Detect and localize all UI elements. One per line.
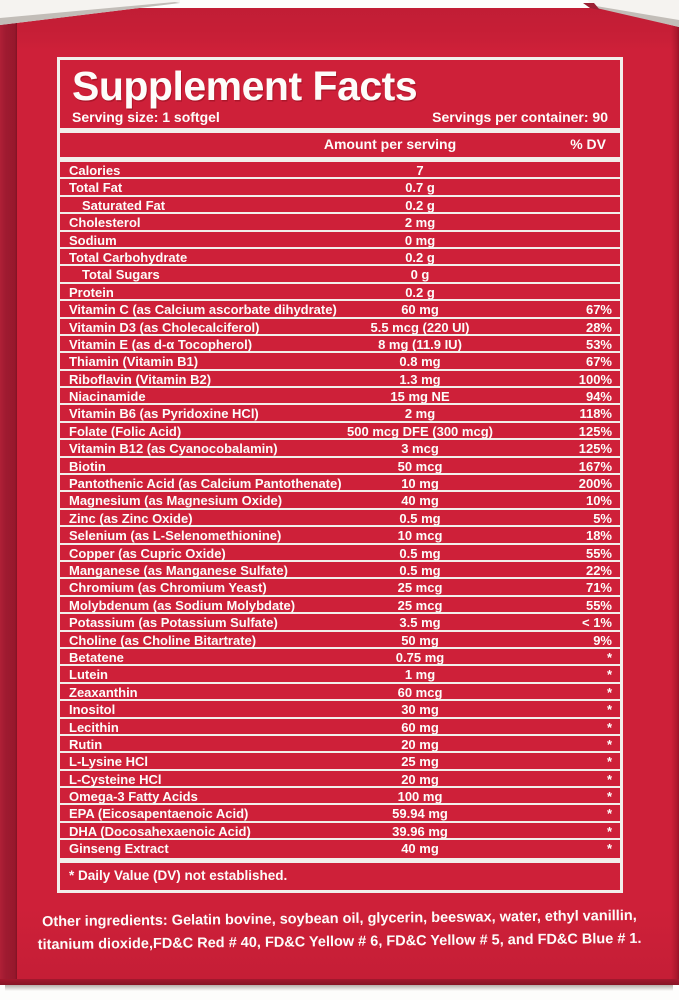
table-row (60, 319, 620, 336)
nutrient-name: Rutin (69, 736, 103, 752)
supplement-facts-panel (57, 57, 623, 893)
table-row (60, 666, 620, 683)
nutrient-name: Total Carbohydrate (69, 249, 188, 265)
nutrient-dv: 125% (578, 423, 612, 439)
nutrient-amount: 30 mg (401, 702, 439, 718)
nutrient-amount: 0.2 g (405, 284, 435, 300)
table-row (60, 266, 620, 283)
nutrient-amount: 20 mg (401, 736, 439, 752)
table-row (60, 371, 620, 388)
table-row (60, 458, 620, 475)
nutrient-name: Lutein (69, 667, 108, 683)
nutrient-amount: 39.96 mg (392, 823, 448, 839)
nutrient-name: Selenium (as L-Selenomethionine) (69, 528, 282, 544)
nutrient-amount: 25 mg (401, 754, 439, 770)
nutrient-name: Magnesium (as Magnesium Oxide) (69, 493, 283, 509)
nutrient-name: Biotin (69, 458, 106, 474)
table-row (60, 632, 620, 649)
panel-title: Supplement Facts (72, 63, 418, 109)
nutrient-name: Potassium (as Potassium Sulfate) (69, 615, 278, 631)
table-row (60, 597, 620, 614)
nutrient-amount: 500 mcg DFE (300 mcg) (347, 423, 493, 439)
nutrient-name: Copper (as Cupric Oxide) (69, 545, 226, 561)
nutrient-name: Vitamin B6 (as Pyridoxine HCl) (69, 406, 259, 422)
nutrient-amount: 0.8 mg (399, 354, 441, 370)
nutrient-dv: 5% (593, 510, 612, 526)
nutrient-amount: 2 mg (404, 406, 436, 422)
nutrient-name: Lecithin (69, 719, 119, 735)
table-row (60, 197, 620, 214)
nutrient-amount: 10 mg (401, 476, 439, 492)
table-row (60, 388, 620, 405)
table-row (60, 736, 620, 753)
nutrient-amount: 8 mg (11.9 IU) (378, 336, 462, 352)
nutrient-dv: * (606, 754, 612, 770)
box-left-edge (0, 8, 17, 985)
nutrient-name: Niacinamide (69, 389, 146, 405)
nutrient-name: Thiamin (Vitamin B1) (69, 354, 199, 370)
nutrient-amount: 0 mg (404, 232, 436, 248)
nutrient-name: Molybdenum (as Sodium Molybdate) (69, 597, 296, 613)
nutrient-name: Sodium (69, 232, 117, 248)
table-row (60, 336, 620, 353)
nutrient-amount: 50 mcg (397, 458, 443, 474)
nutrient-dv: * (606, 736, 612, 752)
table-row (60, 823, 620, 840)
nutrient-name: EPA (Eicosapentaenoic Acid) (69, 806, 249, 822)
nutrient-amount: 0.7 g (405, 180, 435, 196)
table-row (60, 405, 620, 422)
nutrient-dv: 67% (585, 354, 612, 370)
nutrient-amount: 0.2 g (405, 197, 435, 213)
nutrient-dv: * (606, 719, 612, 735)
nutrient-dv: 125% (578, 441, 612, 457)
nutrient-dv: 18% (585, 528, 612, 544)
nutrient-dv: * (606, 823, 612, 839)
box-drop-shadow (5, 985, 673, 991)
nutrient-name: Vitamin E (as d-α Tocopherol) (69, 336, 253, 352)
nutrient-dv: * (606, 684, 612, 700)
nutrient-amount: 25 mcg (397, 580, 443, 596)
table-row (60, 701, 620, 718)
table-row (60, 562, 620, 579)
nutrient-amount: 100 mg (397, 789, 443, 805)
box-right-edge (671, 8, 679, 985)
table-row (60, 423, 620, 440)
nutrient-amount: 59.94 mg (392, 806, 448, 822)
nutrient-dv: * (606, 806, 612, 822)
footnote-text: * Daily Value (DV) not established. (69, 868, 288, 884)
serving-info-row (60, 105, 620, 128)
nutrient-dv: * (606, 667, 612, 683)
nutrient-amount: 3 mcg (401, 441, 439, 457)
table-row (60, 301, 620, 318)
nutrient-amount: 2 mg (404, 215, 436, 231)
nutrient-dv: * (606, 649, 612, 665)
other-ingredients-text: Other ingredients: Gelatin bovine, soybean oil, glycerin, beeswax, water, ethyl vanillin, titanium dioxide,FD&C Red # 40, FD&C Yellow # 6, FD&C Yellow # 5, and FD&C Blue # 1. (37, 907, 642, 954)
nutrient-amount: 0.2 g (405, 249, 435, 265)
nutrient-dv: 53% (585, 336, 612, 352)
table-row (60, 249, 620, 266)
nutrient-amount: 0.5 mg (399, 545, 441, 561)
nutrient-name: Saturated Fat (82, 197, 166, 213)
nutrient-name: Protein (69, 284, 114, 300)
nutrient-dv: * (606, 702, 612, 718)
nutrient-amount: 1 mg (404, 667, 436, 683)
box-top-flaps (0, 0, 679, 34)
nutrient-amount: 25 mcg (397, 597, 443, 613)
nutrient-name: Vitamin C (as Calcium ascorbate dihydrate) (69, 302, 337, 318)
nutrient-name: Omega-3 Fatty Acids (69, 789, 198, 805)
nutrient-name: Total Fat (69, 180, 123, 196)
dv-column-header: % DV (570, 136, 606, 152)
nutrient-dv: 100% (578, 371, 612, 387)
nutrient-name: Folate (Folic Acid) (69, 423, 182, 439)
table-row (60, 788, 620, 805)
table-row (60, 579, 620, 596)
nutrient-name: Inositol (69, 702, 116, 718)
table-row (60, 214, 620, 231)
nutrient-amount: 3.5 mg (399, 615, 441, 631)
nutrient-dv: < 1% (582, 615, 612, 631)
nutrient-amount: 20 mg (401, 771, 439, 787)
table-row (60, 684, 620, 701)
nutrient-dv: 10% (585, 493, 612, 509)
nutrient-amount: 60 mg (401, 719, 439, 735)
nutrient-table (60, 162, 620, 858)
table-row (60, 475, 620, 492)
nutrient-amount: 40 mg (401, 841, 439, 857)
table-row (60, 719, 620, 736)
nutrient-amount: 7 (416, 163, 424, 178)
nutrient-name: Chromium (as Chromium Yeast) (69, 580, 267, 596)
title-block (60, 60, 620, 109)
servings-per-container-text: Servings per container: 90 (432, 108, 608, 125)
table-row (60, 527, 620, 544)
nutrient-dv: * (606, 789, 612, 805)
nutrient-name: Manganese (as Manganese Sulfate) (69, 562, 288, 578)
nutrient-name: Calories (69, 163, 121, 178)
table-row (60, 353, 620, 370)
nutrient-amount: 15 mg NE (390, 389, 450, 405)
nutrient-dv: * (606, 841, 612, 857)
nutrient-name: Choline (as Choline Bitartrate) (69, 632, 257, 648)
nutrient-name: Total Sugars (82, 267, 160, 283)
nutrient-dv: 9% (593, 632, 612, 648)
nutrient-dv: 200% (578, 476, 612, 492)
column-header-row (60, 133, 620, 157)
table-row (60, 805, 620, 822)
nutrient-dv: 67% (585, 302, 612, 318)
nutrient-name: Pantothenic Acid (as Calcium Pantothenate) (69, 476, 342, 492)
nutrient-name: Riboflavin (Vitamin B2) (69, 371, 212, 387)
nutrient-amount: 5.5 mcg (220 UI) (370, 319, 470, 335)
nutrient-amount: 50 mg (401, 632, 439, 648)
nutrient-dv: 94% (585, 389, 612, 405)
nutrient-dv: 22% (585, 562, 612, 578)
nutrient-dv: 55% (585, 597, 612, 613)
nutrient-dv: 71% (585, 580, 612, 596)
nutrient-amount: 60 mg (401, 302, 439, 318)
table-row (60, 179, 620, 196)
nutrient-amount: 60 mcg (397, 684, 443, 700)
nutrient-dv: 118% (579, 406, 612, 422)
nutrient-name: Vitamin B12 (as Cyanocobalamin) (69, 441, 278, 457)
nutrient-dv: 55% (585, 545, 612, 561)
nutrient-name: Zinc (as Zinc Oxide) (69, 510, 193, 526)
nutrient-name: DHA (Docosahexaenoic Acid) (69, 823, 251, 839)
nutrient-amount: 1.3 mg (399, 371, 441, 387)
nutrient-amount: 0.5 mg (399, 510, 441, 526)
nutrient-amount: 0.75 mg (395, 649, 445, 665)
table-row (60, 614, 620, 631)
table-row (60, 649, 620, 666)
nutrient-name: L-Lysine HCl (69, 754, 148, 770)
table-row (60, 492, 620, 509)
nutrient-amount: 0.5 mg (399, 562, 441, 578)
amount-column-header: Amount per serving (323, 136, 457, 152)
table-row (60, 840, 620, 857)
table-row (60, 753, 620, 770)
nutrient-dv: 28% (585, 319, 612, 335)
table-row (60, 510, 620, 527)
nutrient-name: Ginseng Extract (69, 841, 169, 857)
nutrient-amount: 0 g (410, 267, 430, 283)
table-row (60, 771, 620, 788)
table-row (60, 545, 620, 562)
nutrient-amount: 40 mg (401, 493, 439, 509)
nutrient-name: Zeaxanthin (69, 684, 138, 700)
serving-size-text: Serving size: 1 softgel (72, 108, 220, 125)
nutrient-name: Betatene (69, 649, 124, 665)
nutrient-dv: 167% (578, 458, 612, 474)
nutrient-name: Cholesterol (69, 215, 141, 231)
table-row (60, 232, 620, 249)
table-row (60, 162, 620, 179)
nutrient-name: Vitamin D3 (as Cholecalciferol) (69, 319, 260, 335)
nutrient-name: L-Cysteine HCl (69, 771, 162, 787)
table-row (60, 440, 620, 457)
footnote-row (60, 863, 620, 889)
nutrient-dv: * (606, 771, 612, 787)
nutrient-amount: 10 mcg (397, 528, 443, 544)
table-row (60, 284, 620, 301)
